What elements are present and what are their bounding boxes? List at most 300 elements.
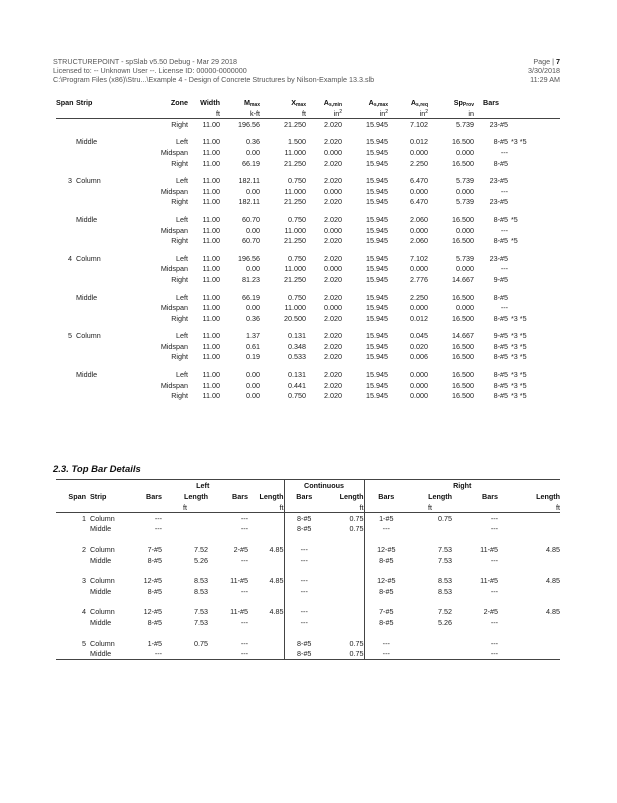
cell-width: 11.00: [202, 313, 220, 323]
cell-asmin: 0.000: [324, 264, 342, 274]
cell-xmax: 11.000: [284, 186, 306, 196]
table-row: [56, 555, 560, 566]
cell-asmin: 2.020: [324, 341, 342, 351]
table-row: [56, 302, 560, 313]
cell-strip: [72, 225, 132, 236]
group-left: Left: [122, 480, 284, 492]
cell-xmax: 0.750: [288, 176, 306, 186]
cell-mmax: 196.56: [238, 253, 260, 263]
cell-asmin: 2.020: [324, 137, 342, 147]
cell-cont-length: [324, 575, 364, 586]
cell-left-length-1: 7.52: [194, 544, 208, 554]
col-span: Span: [68, 492, 86, 501]
col-right-length-2: Length: [536, 492, 561, 501]
cell-note: *3 *5: [511, 380, 527, 390]
cell-xmax: 21.250: [284, 236, 306, 246]
cell-asreq: 7.102: [410, 253, 428, 263]
cell-left-bars-1: ---: [122, 648, 162, 659]
cell-asmax: 15.945: [366, 313, 388, 323]
cell-left-bars-1: 8-#5: [147, 555, 162, 565]
cell-asmax: 15.945: [366, 380, 388, 390]
header-left: [53, 57, 374, 84]
cell-right-bars-1: 12-#5: [364, 544, 408, 555]
cell-span: [56, 617, 86, 628]
cell-asreq: 2.776: [410, 274, 428, 284]
cell-right-bars-2: 11-#5: [480, 576, 499, 586]
cell-cont-bars: 8-#5: [284, 513, 324, 524]
table-row: [56, 638, 560, 649]
cell-spprov: 16.500: [452, 352, 474, 362]
cell-asmax: 15.945: [366, 158, 388, 168]
cell-spprov: 16.500: [452, 341, 474, 351]
cell-asmax: 15.945: [366, 236, 388, 246]
cell-span: [56, 225, 72, 236]
cell-right-bars-2: ---: [452, 648, 498, 659]
col-left-bars-2: Bars: [232, 492, 248, 501]
cell-note: [508, 119, 560, 130]
cell-span: [56, 341, 72, 352]
cell-note: [508, 197, 560, 208]
cell-zone: Midspan: [160, 186, 188, 196]
cell-strip: Column: [76, 176, 101, 186]
cell-strip: [72, 147, 132, 158]
cell-asreq: 0.006: [410, 352, 428, 362]
cell-spprov: 0.000: [456, 225, 474, 235]
cell-span: [56, 158, 72, 169]
flexural-table-body: [56, 119, 560, 402]
cell-bars: 8-#5: [493, 214, 508, 224]
cell-xmax: 1.500: [288, 137, 306, 147]
cell-xmax: 0.750: [288, 391, 306, 401]
cell-strip: Column: [76, 331, 101, 341]
unit-left-length-1: ft: [162, 502, 208, 513]
cell-xmax: 0.750: [288, 253, 306, 263]
cell-strip: Column: [90, 544, 115, 554]
cell-xmax: 0.533: [288, 352, 306, 362]
cell-zone: Right: [171, 313, 188, 323]
cell-left-bars-2: 11-#5: [230, 607, 248, 617]
cell-span: 5: [82, 638, 86, 648]
cell-asmax: 15.945: [366, 352, 388, 362]
cell-asreq: 0.000: [410, 147, 428, 157]
cell-note: *3 *5: [511, 313, 527, 323]
cell-mmax: 0.00: [246, 380, 260, 390]
cell-span: [56, 524, 86, 535]
cell-right-bars-1: 8-#5: [364, 586, 408, 597]
table-row: [56, 253, 560, 264]
cell-spprov: 14.667: [452, 331, 474, 341]
cell-cont-length: [324, 586, 364, 597]
cell-span: 4: [68, 253, 72, 263]
cell-asmax: 15.945: [366, 264, 388, 274]
table-row: [56, 214, 560, 225]
table-row: [56, 292, 560, 303]
cell-mmax: 182.11: [238, 197, 260, 207]
cell-spprov: 0.000: [456, 303, 474, 313]
cell-right-length-1: 8.53: [438, 586, 453, 596]
cell-note: *5: [511, 236, 518, 246]
cell-note: *3 *5: [511, 137, 527, 147]
cell-width: 11.00: [202, 186, 220, 196]
cell-mmax: 0.61: [246, 341, 260, 351]
cell-strip: [72, 380, 132, 391]
cell-left-length-2: [248, 555, 284, 566]
table-row: [56, 648, 560, 659]
cell-strip: [72, 264, 132, 275]
cell-strip: [72, 158, 132, 169]
cell-zone: Right: [171, 158, 188, 168]
cell-mmax: 0.00: [246, 147, 260, 157]
cell-left-length-1: [162, 648, 208, 659]
cell-right-length-2: [498, 513, 560, 524]
cell-left-bars-2: ---: [240, 638, 248, 648]
cell-mmax: 66.19: [242, 158, 260, 168]
row-spacer: [56, 207, 560, 214]
table-row: [56, 137, 560, 148]
cell-left-bars-2: 2-#5: [233, 544, 248, 554]
cell-right-length-2: [498, 638, 560, 649]
cell-width: 11.00: [202, 331, 220, 341]
col-asmax: $A_{s,max}$: [368, 97, 388, 108]
cell-asreq: 0.012: [410, 313, 428, 323]
col-xmax: $X_{max}$: [291, 97, 306, 108]
license-line: Licensed to: -- Unknown User --. License ID: 00000-0000000: [53, 66, 247, 75]
cell-mmax: 0.19: [246, 352, 260, 362]
cell-right-length-1: 0.75: [438, 513, 453, 523]
cell-asmin: 2.020: [324, 391, 342, 401]
cell-width: 11.00: [202, 176, 220, 186]
cell-asmin: 2.020: [324, 370, 342, 380]
cell-spprov: 16.500: [452, 391, 474, 401]
cell-note: [508, 147, 560, 158]
cell-bars: 23-#5: [489, 119, 508, 129]
cell-bars: 8-#5: [493, 380, 508, 390]
cell-zone: Left: [176, 292, 188, 302]
cell-span: [56, 313, 72, 324]
cell-zone: Midspan: [160, 225, 188, 235]
cell-span: [56, 119, 72, 130]
table-row: [56, 586, 560, 597]
cell-span: [56, 555, 86, 566]
cell-right-bars-1: 7-#5: [364, 607, 408, 618]
cell-left-bars-2: ---: [240, 586, 248, 596]
cell-bars: 8-#5: [493, 158, 508, 168]
cell-mmax: 0.00: [246, 391, 260, 401]
cell-asmin: 2.020: [324, 292, 342, 302]
column-header-row: [56, 491, 560, 502]
cell-asreq: 7.102: [410, 119, 428, 129]
cell-spprov: 5.739: [456, 176, 474, 186]
unit-asreq: $in^2$: [388, 108, 428, 119]
units-row: [56, 108, 560, 119]
cell-cont-length: [324, 607, 364, 618]
section-title: 2.3. Top Bar Details: [53, 464, 141, 475]
cell-xmax: 21.250: [284, 158, 306, 168]
table-row: [56, 513, 560, 524]
cell-left-length-1: 7.53: [194, 617, 208, 627]
cell-cont-length: 0.75: [349, 524, 364, 534]
cell-mmax: 0.00: [246, 264, 260, 274]
cell-note: *5: [511, 214, 518, 224]
cell-span: [56, 380, 72, 391]
cell-right-bars-2: 2-#5: [483, 607, 499, 617]
cell-left-length-1: 7.53: [194, 607, 208, 617]
cell-spprov: 0.000: [456, 147, 474, 157]
cell-width: 11.00: [202, 303, 220, 313]
cell-strip: Middle: [76, 292, 98, 302]
time: 11:29 AM: [530, 75, 560, 84]
cell-right-bars-2: ---: [490, 638, 499, 648]
cell-asmin: 0.000: [324, 147, 342, 157]
cell-asmax: 15.945: [366, 292, 388, 302]
cell-zone: Midspan: [160, 147, 188, 157]
cell-left-bars-1: 12-#5: [143, 576, 162, 586]
top-bar-table-body: [56, 513, 560, 660]
cell-cont-bars: 8-#5: [284, 648, 324, 659]
table-row: [56, 331, 560, 342]
cell-span: [56, 369, 72, 380]
col-left-length-2: Length: [259, 492, 284, 501]
cell-left-bars-2: ---: [240, 555, 248, 565]
cell-zone: Right: [171, 391, 188, 401]
row-spacer: [56, 628, 560, 638]
cell-note: [508, 225, 560, 236]
cell-note: [508, 158, 560, 169]
cell-asreq: 2.060: [410, 214, 428, 224]
cell-asreq: 0.000: [410, 186, 428, 196]
cell-right-length-1: 8.53: [438, 576, 453, 586]
col-right-bars-2: Bars: [482, 492, 499, 501]
row-spacer: [56, 597, 560, 607]
cell-width: 11.00: [202, 352, 220, 362]
cell-right-bars-2: ---: [490, 513, 499, 523]
col-span: Span: [56, 98, 74, 107]
col-cont-bars: Bars: [284, 491, 324, 502]
cell-cont-length: 0.75: [324, 648, 364, 659]
cell-asreq: 0.000: [410, 225, 428, 235]
col-asreq: $A_{s,req}$: [410, 97, 428, 108]
cell-asmin: 2.020: [324, 214, 342, 224]
cell-right-length-2: [498, 586, 560, 597]
cell-span: 1: [82, 513, 86, 523]
cell-left-bars-1: 12-#5: [143, 607, 162, 617]
cell-cont-length: [324, 555, 364, 566]
cell-note: [508, 253, 560, 264]
cell-zone: Right: [171, 352, 188, 362]
cell-strip: Middle: [90, 586, 112, 596]
cell-mmax: 196.56: [238, 119, 260, 129]
table-row: [56, 352, 560, 363]
table-row: [56, 119, 560, 130]
cell-zone: Right: [171, 236, 188, 246]
cell-left-length-1: 8.53: [194, 576, 208, 586]
page-indicator: Page | 7: [533, 57, 560, 66]
cell-bars: 23-#5: [489, 253, 508, 263]
col-cont-length: Length: [339, 492, 364, 501]
cell-asmax: 15.945: [366, 391, 388, 401]
cell-asmax: 15.945: [366, 331, 388, 341]
cell-spprov: 0.000: [456, 186, 474, 196]
col-mmax: $M_{max}$: [243, 97, 260, 108]
cell-asmin: 2.020: [324, 253, 342, 263]
program-line: STRUCTUREPOINT - spSlab v5.50 Debug - Mar 29 2018: [53, 57, 238, 66]
cell-asreq: 0.000: [410, 380, 428, 390]
cell-cont-bars: ---: [284, 575, 324, 586]
cell-left-bars-1: 8-#5: [147, 617, 162, 627]
cell-right-bars-1: 1-#5: [364, 513, 408, 524]
cell-spprov: 0.000: [456, 264, 474, 274]
table-row: [56, 197, 560, 208]
col-right-length-1: Length: [428, 492, 453, 501]
cell-left-bars-1: ---: [154, 524, 162, 534]
cell-strip: [72, 235, 132, 246]
cell-strip: Middle: [90, 617, 112, 627]
cell-mmax: 0.00: [246, 186, 260, 196]
cell-mmax: 0.00: [246, 303, 260, 313]
cell-left-length-2: 4.85: [269, 576, 284, 586]
cell-spprov: 16.500: [452, 137, 474, 147]
cell-asmin: 2.020: [324, 236, 342, 246]
unit-left-length-2: ft: [248, 502, 284, 513]
cell-mmax: 0.00: [246, 225, 260, 235]
cell-mmax: 81.23: [242, 274, 260, 284]
unit-width: ft: [188, 108, 220, 119]
cell-right-bars-2: ---: [490, 524, 499, 534]
cell-left-length-2: [248, 513, 284, 524]
cell-xmax: 11.000: [284, 303, 306, 313]
cell-note: [508, 186, 560, 197]
cell-zone: Right: [171, 119, 188, 129]
cell-asmax: 15.945: [366, 147, 388, 157]
cell-xmax: 11.000: [284, 264, 306, 274]
cell-mmax: 182.11: [238, 176, 260, 186]
cell-width: 11.00: [202, 119, 220, 129]
table-row: [56, 575, 560, 586]
cell-bars: ---: [500, 303, 508, 313]
units-row: [56, 502, 560, 513]
cell-span: [56, 648, 86, 659]
cell-cont-bars: 8-#5: [284, 638, 324, 649]
cell-asmin: 2.020: [324, 352, 342, 362]
cell-cont-length: 0.75: [349, 513, 364, 523]
col-right-bars-1: Bars: [364, 491, 408, 502]
cell-left-bars-2: ---: [240, 513, 248, 523]
cell-left-length-2: [248, 638, 284, 649]
cell-span: [56, 274, 72, 285]
cell-span: 4: [82, 607, 86, 617]
cell-span: 5: [68, 331, 72, 341]
cell-note: [508, 264, 560, 275]
cell-spprov: 16.500: [452, 158, 474, 168]
cell-asmax: 15.945: [366, 176, 388, 186]
cell-strip: [72, 390, 132, 401]
cell-width: 11.00: [202, 370, 220, 380]
cell-xmax: 0.441: [288, 380, 306, 390]
cell-mmax: 0.36: [246, 313, 260, 323]
cell-asmin: 2.020: [324, 331, 342, 341]
cell-note: *3 *5: [511, 341, 527, 351]
cell-strip: [72, 341, 132, 352]
cell-bars: 8-#5: [493, 391, 508, 401]
cell-bars: 23-#5: [489, 197, 508, 207]
table-row: [56, 147, 560, 158]
cell-strip: Column: [76, 253, 101, 263]
cell-bars: 9-#5: [493, 274, 508, 284]
flexural-reinforcement-table: [56, 97, 560, 401]
cell-bars: 8-#5: [493, 352, 508, 362]
cell-right-length-2: [498, 524, 560, 535]
cell-strip: Middle: [76, 370, 98, 380]
col-strip: Strip: [76, 98, 93, 107]
cell-xmax: 21.250: [284, 119, 306, 129]
unit-right-length-1: ft: [408, 502, 452, 513]
cell-asreq: 2.250: [410, 292, 428, 302]
cell-asmin: 2.020: [324, 197, 342, 207]
cell-right-bars-1: ---: [364, 648, 408, 659]
date: 3/30/2018: [528, 66, 560, 75]
unit-cont-length: ft: [324, 502, 364, 513]
file-path-line: C:\Program Files (x86)\Stru...\Example 4 - Design of Concrete Structures by Nilson-Example 13.3.slb: [53, 75, 375, 84]
cell-asmin: 2.020: [324, 119, 342, 129]
cell-right-bars-1: 12-#5: [364, 575, 408, 586]
cell-span: 3: [68, 176, 72, 186]
cell-asmin: 2.020: [324, 176, 342, 186]
cell-mmax: 60.70: [242, 236, 260, 246]
cell-mmax: 1.37: [246, 331, 260, 341]
cell-xmax: 21.250: [284, 274, 306, 284]
cell-left-bars-2: ---: [240, 524, 248, 534]
cell-bars: 8-#5: [493, 313, 508, 323]
cell-zone: Right: [171, 274, 188, 284]
cell-strip: Middle: [90, 524, 112, 534]
cell-spprov: 16.500: [452, 236, 474, 246]
col-bars: Bars: [483, 98, 499, 107]
cell-strip: Column: [90, 576, 115, 586]
cell-spprov: 16.500: [452, 292, 474, 302]
row-spacer: [56, 130, 560, 137]
cell-span: [56, 186, 72, 197]
cell-right-length-2: [498, 648, 560, 659]
cell-bars: 23-#5: [489, 176, 508, 186]
cell-note: *3 *5: [511, 331, 527, 341]
cell-strip: [72, 197, 132, 208]
cell-xmax: 0.750: [288, 214, 306, 224]
cell-zone: Left: [176, 137, 188, 147]
row-spacer: [56, 362, 560, 369]
cell-zone: Midspan: [160, 341, 188, 351]
row-spacer: [56, 246, 560, 253]
cell-left-length-2: 4.85: [269, 544, 284, 554]
cell-zone: Midspan: [160, 380, 188, 390]
cell-width: 11.00: [202, 292, 220, 302]
cell-left-length-2: 4.85: [269, 607, 284, 617]
row-spacer: [56, 285, 560, 292]
unit-spprov: in: [428, 108, 474, 119]
row-spacer: [56, 168, 560, 175]
cell-right-length-2: 4.85: [546, 607, 561, 617]
cell-strip: Middle: [86, 648, 122, 659]
cell-left-bars-2: ---: [240, 617, 248, 627]
table-row: [56, 607, 560, 618]
cell-span: [56, 235, 72, 246]
cell-note: [508, 292, 560, 303]
cell-strip: [72, 119, 132, 130]
cell-left-length-1: 0.75: [194, 638, 208, 648]
cell-asmax: 15.945: [366, 137, 388, 147]
cell-asreq: 0.000: [410, 370, 428, 380]
cell-bars: ---: [500, 186, 508, 196]
cell-strip: Column: [90, 513, 115, 523]
